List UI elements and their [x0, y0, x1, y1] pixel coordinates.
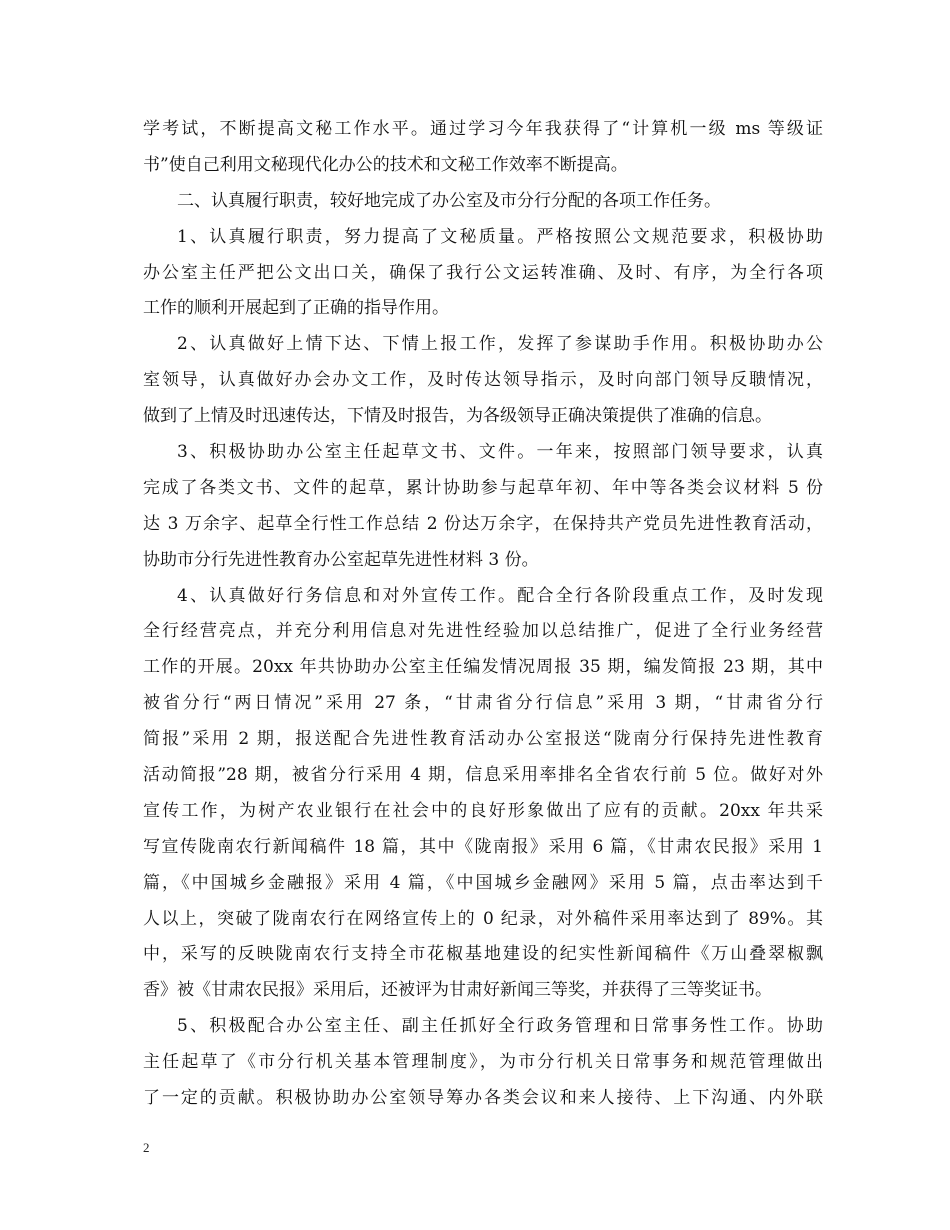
text-line: 被省分行“两日情况”采用 27 条，“甘肃省分行信息”采用 3 期，“甘肃省分行 [143, 693, 823, 714]
text-line: 二、认真履行职责，较好地完成了办公室及市分行分配的各项工作任务。 [177, 190, 721, 211]
text-line: 办公室主任严把公文出口关，确保了我行公文运转准确、及时、有序，为全行各项 [143, 262, 823, 283]
text-line: 活动简报”28 期，被省分行采用 4 期，信息采用率排名全省农行前 5 位。做好对外 [143, 765, 823, 786]
text-line: 书”使自己利用文秘现代化办公的技术和文秘工作效率不断提高。 [143, 154, 628, 175]
text-line: 学考试，不断提高文秘工作水平。通过学习今年我获得了“计算机一级 ms 等级证 [143, 119, 823, 139]
text-line: 工作的顺利开展起到了正确的指导作用。 [143, 298, 449, 319]
text-line: 中，采写的反映陇南农行支持全市花椒基地建设的纪实性新闻稿件《万山叠翠椒飘 [143, 944, 823, 965]
text-line: 达 3 万余字、起草全行性工作总结 2 份达万余字，在保持共产党员先进性教育活动， [143, 513, 823, 534]
text-line: 室领导，认真做好办会办文工作，及时传达领导指示，及时向部门领导反聩情况， [143, 370, 823, 391]
text-line: 工作的开展。20xx 年共协助办公室主任编发情况周报 35 期，编发简报 23 期，其中 [143, 657, 823, 678]
text-line: 做到了上情及时迅速传达，下情及时报告，为各级领导正确决策提供了准确的信息。 [143, 406, 772, 427]
page-number: 2 [143, 1140, 150, 1155]
text-line: 5、积极配合办公室主任、副主任抓好全行政务管理和日常事务性工作。协助 [177, 1016, 823, 1037]
text-line: 2、认真做好上情下达、下情上报工作，发挥了参谋助手作用。积极协助办公 [177, 334, 823, 355]
text-line: 全行经营亮点，并充分利用信息对先进性经验加以总结推广，促进了全行业务经营 [143, 621, 823, 642]
text-line: 3、积极协助办公室主任起草文书、文件。一年来，按照部门领导要求，认真 [177, 442, 823, 463]
text-line: 4、认真做好行务信息和对外宣传工作。配合全行各阶段重点工作，及时发现 [177, 585, 823, 606]
text-line: 篇，《中国城乡金融报》采用 4 篇，《中国城乡金融网》采用 5 篇，点击率达到千 [143, 872, 823, 893]
body-text [143, 112, 823, 1117]
text-line: 写宣传陇南农行新闻稿件 18 篇，其中《陇南报》采用 6 篇，《甘肃农民报》采用 1 [143, 836, 823, 857]
text-line: 1、认真履行职责，努力提高了文秘质量。严格按照公文规范要求，积极协助 [177, 226, 823, 247]
text-line: 人以上，突破了陇南农行在网络宣传上的 0 纪录，对外稿件采用率达到了 89%。其 [143, 908, 823, 929]
text-line: 宣传工作，为树产农业银行在社会中的良好形象做出了应有的贡献。20xx 年共采 [143, 800, 823, 821]
text-line: 主任起草了《市分行机关基本管理制度》，为市分行机关日常事务和规范管理做出 [143, 1052, 823, 1073]
text-line: 简报”采用 2 期，报送配合先进性教育活动办公室报送“陇南分行保持先进性教育 [143, 729, 823, 750]
text-line: 完成了各类文书、文件的起草，累计协助参与起草年初、年中等各类会议材料 5 份 [143, 477, 823, 498]
text-line: 香》被《甘肃农民报》采用后，还被评为甘肃好新闻三等奖，并获得了三等奖证书。 [143, 980, 772, 1001]
text-line: 协助市分行先进性教育办公室起草先进性材料 3 份。 [143, 549, 539, 570]
text-line: 了一定的贡献。积极协助办公室领导筹办各类会议和来人接待、上下沟通、内外联 [143, 1088, 823, 1109]
